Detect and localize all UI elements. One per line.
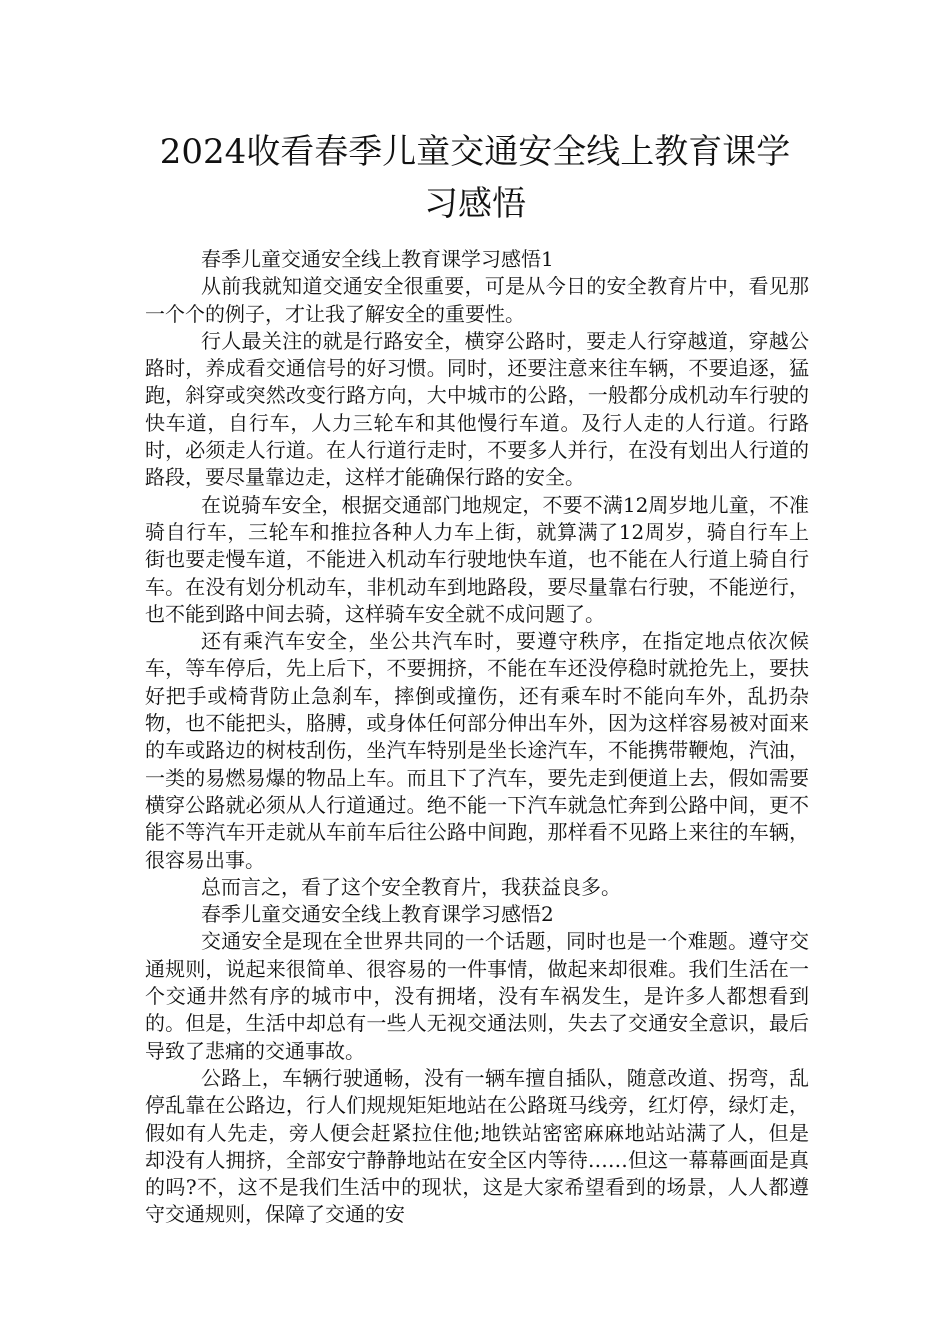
paragraph: 行人最关注的就是行路安全，横穿公路时，要走人行穿越道，穿越公路时，养成看交通信号的好习惯。同时，还要注意来往车辆，不要追逐，猛跑，斜穿或突然改变行路方向，大中城市的公路，一般都分成机动车行驶的快车道，自行车，人力三轮车和其他慢行车道。及行人走的人行道。行路时，必须走人行道。在人行道行走时，不要多人并行，在没有划出人行道的路段，要尽量靠边走，这样才能确保行路的安全。 xyxy=(145,328,809,490)
paragraph: 还有乘汽车安全，坐公共汽车时，要遵守秩序，在指定地点依次候车，等车停后，先上后下，不要拥挤，不能在车还没停稳时就抢先上，要扶好把手或椅背防止急刹车，摔倒或撞伤，还有乘车时不能向车外，乱扔杂物，也不能把头，胳膊，或身体任何部分伸出车外，因为这样容易被对面来的车或路边的树枝刮伤，坐汽车特别是坐长途汽车，不能携带鞭炮，汽油，一类的易燃易爆的物品上车。而且下了汽车，要先走到便道上去，假如需要横穿公路就必须从人行道通过。绝不能一下汽车就急忙奔到公路中间，更不能不等汽车开走就从车前车后往公路中间跑，那样看不见路上来往的车辆，很容易出事。 xyxy=(145,629,809,872)
paragraph: 从前我就知道交通安全很重要，可是从今日的安全教育片中，看见那一个个的例子，才让我了解安全的重要性。 xyxy=(145,274,809,326)
document-title xyxy=(145,126,805,230)
section-heading-1: 春季儿童交通安全线上教育课学习感悟1 xyxy=(201,247,554,271)
paragraph: 总而言之，看了这个安全教育片，我获益良多。 xyxy=(201,874,621,899)
section-heading-2: 春季儿童交通安全线上教育课学习感悟2 xyxy=(201,902,554,927)
paragraph: 公路上，车辆行驶通畅，没有一辆车擅自插队，随意改道、拐弯，乱停乱靠在公路边，行人们规规矩矩地站在公路斑马线旁，红灯停，绿灯走，假如有人先走，旁人便会赶紧拉住他;地铁站密密麻麻地站站满了人，但是却没有人拥挤，全部安宁静静地站在安全区内等待……但这一幕幕画面是真的吗?不，这不是我们生活中的现状，这是大家希望看到的场景，人人都遵守交通规则，保障了交通的安 xyxy=(145,1065,809,1227)
title-line-1: 2024收看春季儿童交通安全线上教育课学 xyxy=(159,132,791,172)
paragraph: 交通安全是现在全世界共同的一个话题，同时也是一个难题。遵守交通规则，说起来很简单、很容易的一件事情，做起来却很难。我们生活在一个交通井然有序的城市中，没有拥堵，没有车祸发生，是许多人都想看到的。但是，生活中却总有一些人无视交通法则，失去了交通安全意识，最后导致了悲痛的交通事故。 xyxy=(145,929,809,1063)
paragraph: 在说骑车安全，根据交通部门地规定，不要不满12周岁地儿童，不准骑自行车，三轮车和推拉各种人力车上街，就算满了12周岁，骑自行车上街也要走慢车道，不能进入机动车行驶地快车道，也不能在人行道上骑自行车。在没有划分机动车，非机动车到地路段，要尽量靠右行驶，不能逆行，也不能到路中间去骑，这样骑车安全就不成问题了。 xyxy=(145,492,809,626)
document-body xyxy=(145,246,809,1229)
title-line-2: 习感悟 xyxy=(424,184,526,224)
